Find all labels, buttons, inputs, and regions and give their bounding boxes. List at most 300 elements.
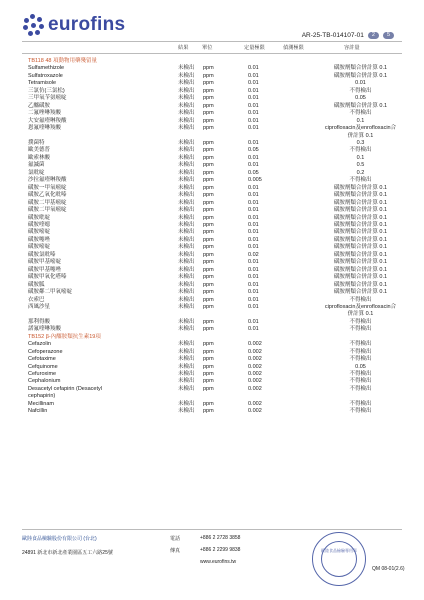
page-current-badge: 2	[368, 32, 379, 39]
result-cell: 未檢出	[178, 169, 195, 176]
table-row	[28, 110, 403, 117]
limit-cell: 磺胺劑類合併計算 0.1	[333, 289, 388, 296]
loq-cell: 0.002	[248, 371, 262, 378]
loq-cell: 0.002	[248, 356, 262, 363]
eurofins-logo-icon	[22, 14, 44, 36]
table-row	[28, 192, 403, 199]
table-row	[28, 125, 403, 132]
analyte-name: 衣索巴	[28, 296, 45, 303]
limit-cell	[318, 393, 403, 400]
footer-fax: +886 2 2299 9838	[200, 547, 241, 553]
loq-cell: 0.005	[248, 177, 262, 184]
table-row	[28, 371, 403, 378]
table-row	[28, 297, 403, 304]
unit-cell: ppm	[203, 154, 214, 161]
table-row	[28, 200, 403, 207]
analyte-name: 歐美德普	[28, 147, 51, 154]
analyte-name: Cefotaxime	[28, 356, 56, 363]
loq-cell: 0.002	[248, 400, 262, 407]
loq-cell: 0.01	[248, 199, 259, 206]
table-row	[28, 341, 403, 348]
limit-cell: 不得檢出	[349, 177, 372, 184]
analyte-name: 磺胺二甲基嘧啶	[28, 199, 67, 206]
result-cell: 未檢出	[178, 281, 195, 288]
unit-cell: ppm	[203, 207, 214, 214]
limit-cell: 0.3	[356, 139, 365, 146]
table-row	[28, 229, 403, 236]
limit-cell: 不得檢出	[349, 296, 372, 303]
table-row	[28, 80, 403, 87]
analyte-name: 三甲氧苄氨嘧啶	[28, 95, 67, 102]
limit-cell: 不得檢出	[349, 318, 372, 325]
loq-cell: 0.002	[248, 408, 262, 415]
analyte-name: 磺胺二甲氧嘧啶	[28, 207, 67, 214]
result-cell: 未檢出	[178, 236, 195, 243]
result-cell: 未檢出	[178, 400, 195, 407]
limit-cell: 磺胺劑類合併計算 0.1	[333, 274, 388, 281]
unit-cell: ppm	[203, 266, 214, 273]
table-row	[28, 65, 403, 72]
unit-cell: ppm	[203, 341, 214, 348]
footer-fax-label: 傳真	[170, 548, 181, 554]
unit-cell: ppm	[203, 251, 214, 258]
footer-tel-label: 電話	[170, 536, 181, 542]
limit-cell: 併計算 0.1	[347, 132, 374, 139]
analyte-name: Desacetyl cefapirin (Desacetyl	[28, 385, 102, 392]
analyte-name: 恩氟喹啉羧酸	[28, 125, 62, 132]
loq-cell: 0.01	[248, 259, 259, 266]
table-row	[28, 147, 403, 154]
loq-cell: 0.002	[248, 341, 262, 348]
footer-address: 24891 新北市新北產業園區五工六路25號	[22, 550, 113, 556]
result-cell: 未檢出	[178, 266, 195, 273]
analyte-name	[28, 311, 178, 318]
loq-cell: 0.01	[248, 184, 259, 191]
limit-cell: 不得檢出	[349, 400, 372, 407]
table-row	[28, 162, 403, 169]
section-header-row	[28, 334, 403, 341]
limit-cell: 磺胺劑類合併計算 0.1	[333, 281, 388, 288]
limit-cell: 0.5	[356, 162, 365, 169]
loq-cell: 0.01	[248, 274, 259, 281]
loq-cell: 0.01	[248, 289, 259, 296]
unit-cell: ppm	[203, 169, 214, 176]
unit-cell: ppm	[203, 199, 214, 206]
limit-cell: 不得檢出	[349, 408, 372, 415]
limit-cell: 磺胺劑類合併計算 0.1	[333, 199, 388, 206]
analyte-name: 磺胺胍	[28, 281, 45, 288]
table-row	[28, 393, 403, 400]
result-cell: 未檢出	[178, 162, 195, 169]
limit-cell: 不得檢出	[349, 385, 372, 392]
result-cell: 未檢出	[178, 117, 195, 124]
result-cell: 未檢出	[178, 87, 195, 94]
table-row	[28, 207, 403, 214]
col-result: 結果	[178, 45, 189, 51]
limit-cell: 0.1	[356, 154, 365, 161]
unit-cell: ppm	[203, 318, 214, 325]
loq-cell: 0.01	[248, 87, 259, 94]
loq-cell: 0.01	[248, 162, 259, 169]
footer-tel: +886 2 2728 3858	[200, 535, 241, 541]
table-row	[28, 304, 403, 311]
analyte-name: Cefquinome	[28, 363, 58, 370]
loq-cell: 0.01	[248, 281, 259, 288]
table-row	[28, 88, 403, 95]
analyte-name: Cefoperazone	[28, 348, 63, 355]
analyte-name: 諾氟喹啉羧酸	[28, 326, 62, 333]
analyte-name: 磺胺氯吡嗪	[28, 251, 56, 258]
table-row	[28, 73, 403, 80]
limit-cell: 不得檢出	[349, 110, 372, 117]
result-cell: 未檢出	[178, 192, 195, 199]
result-cell: 未檢出	[178, 303, 195, 310]
result-cell: 未檢出	[178, 102, 195, 109]
limit-cell: 磺胺劑類合併計算 0.1	[333, 192, 388, 199]
analyte-name: 乙醯磺胺	[28, 102, 51, 109]
unit-cell: ppm	[203, 139, 214, 146]
result-cell: 未檢出	[178, 296, 195, 303]
section-title: TB118 48 項動物用藥殘留量	[28, 58, 97, 64]
result-cell: 未檢出	[178, 356, 195, 363]
limit-cell: 磺胺劑類合併計算 0.1	[333, 266, 388, 273]
analyte-name: Cephalonium	[28, 378, 61, 385]
col-unit: 單位	[202, 45, 213, 51]
result-cell: 未檢出	[178, 408, 195, 415]
analyte-name: 磺胺鄰二甲氧嘧啶	[28, 289, 73, 296]
unit-cell: ppm	[203, 303, 214, 310]
limit-cell: 不得檢出	[349, 348, 372, 355]
result-cell: 未檢出	[178, 326, 195, 333]
result-cell: 未檢出	[178, 259, 195, 266]
result-cell: 未檢出	[178, 110, 195, 117]
analyte-name: 磺胺甲氧化嗒嗪	[28, 274, 67, 281]
unit-cell: ppm	[203, 385, 214, 392]
analyte-name: 西風沙星	[28, 303, 51, 310]
result-cell: 未檢出	[178, 72, 195, 79]
limit-cell: 磺胺劑類合併計算 0.1	[333, 65, 388, 72]
limit-cell: 磺胺劑類合併計算 0.1	[333, 236, 388, 243]
analyte-name: 氯吡啶	[28, 169, 45, 176]
unit-cell: ppm	[203, 72, 214, 79]
limit-cell: ciprofloxacin及enrofloxacin合	[324, 303, 397, 310]
table-row	[28, 364, 403, 371]
report-number-text: AR-25-TB-014107-01	[301, 32, 364, 39]
analyte-name: 沙拉氟喹啉羧酸	[28, 177, 67, 184]
analyte-name	[28, 133, 178, 140]
table-row	[28, 378, 403, 385]
unit-cell: ppm	[203, 110, 214, 117]
loq-cell: 0.01	[248, 95, 259, 102]
limit-cell: 磺胺劑類合併計算 0.1	[333, 214, 388, 221]
loq-cell	[248, 393, 318, 400]
loq-cell: 0.01	[248, 110, 259, 117]
loq-cell: 0.01	[248, 125, 259, 132]
loq-cell	[248, 133, 318, 140]
logo-text: eurofins	[48, 14, 126, 35]
result-cell: 未檢出	[178, 199, 195, 206]
limit-cell: 磺胺劑類合併計算 0.1	[333, 229, 388, 236]
table-row	[28, 289, 403, 296]
report-number	[302, 32, 394, 39]
loq-cell: 0.01	[248, 80, 259, 87]
analyte-name: 磺胺噻唑	[28, 236, 51, 243]
result-cell: 未檢出	[178, 139, 195, 146]
unit-cell: ppm	[203, 356, 214, 363]
loq-cell: 0.01	[248, 102, 259, 109]
limit-cell: 0.2	[356, 169, 365, 176]
analyte-name: 三氯仿(三氯松)	[28, 87, 65, 94]
table-row	[28, 349, 403, 356]
analyte-name: 磺胺吡啶	[28, 214, 51, 221]
analyte-name: Mecillinam	[28, 400, 54, 407]
unit-cell: ppm	[203, 214, 214, 221]
unit-cell: ppm	[203, 244, 214, 251]
analyte-name: 磺胺嘧啶	[28, 244, 51, 251]
analyte-name: Cefazolin	[28, 341, 51, 348]
analyte-name: 磺胺一甲氧嘧啶	[28, 184, 67, 191]
table-row	[28, 311, 403, 318]
result-cell: 未檢出	[178, 341, 195, 348]
loq-cell: 0.02	[248, 251, 259, 258]
result-cell: 未檢出	[178, 147, 195, 154]
loq-cell: 0.002	[248, 385, 262, 392]
unit-cell: ppm	[203, 348, 214, 355]
table-row	[28, 177, 403, 184]
analyte-name: 磺胺甲基嘧啶	[28, 259, 62, 266]
result-cell	[178, 311, 203, 318]
result-cell: 未檢出	[178, 378, 195, 385]
table-row	[28, 401, 403, 408]
result-cell: 未檢出	[178, 274, 195, 281]
result-cell: 未檢出	[178, 95, 195, 102]
unit-cell: ppm	[203, 221, 214, 228]
limit-cell: 磺胺劑類合併計算 0.1	[333, 72, 388, 79]
limit-cell: 0.1	[356, 117, 365, 124]
loq-cell: 0.01	[248, 303, 259, 310]
limit-cell: ciprofloxacin及enrofloxacin合	[324, 125, 397, 132]
unit-cell	[203, 311, 248, 318]
unit-cell: ppm	[203, 363, 214, 370]
table-row	[28, 244, 403, 251]
unit-cell: ppm	[203, 371, 214, 378]
loq-cell: 0.01	[248, 266, 259, 273]
result-cell: 未檢出	[178, 251, 195, 258]
result-cell: 未檢出	[178, 363, 195, 370]
loq-cell: 0.01	[248, 296, 259, 303]
unit-cell: ppm	[203, 125, 214, 132]
unit-cell: ppm	[203, 65, 214, 72]
analyte-name: 磺胺乙氧化吡嗪	[28, 192, 67, 199]
result-cell: 未檢出	[178, 207, 195, 214]
limit-cell: 不得檢出	[349, 147, 372, 154]
result-cell: 未檢出	[178, 80, 195, 87]
unit-cell: ppm	[203, 177, 214, 184]
loq-cell: 0.01	[248, 154, 259, 161]
unit-cell: ppm	[203, 236, 214, 243]
table-row	[28, 215, 403, 222]
unit-cell: ppm	[203, 296, 214, 303]
limit-cell: 併計算 0.1	[347, 311, 374, 318]
company-seal	[312, 532, 366, 586]
result-cell: 未檢出	[178, 177, 195, 184]
analyte-name: 那利得酸	[28, 318, 51, 325]
analyte-name: Nafcillin	[28, 408, 48, 415]
unit-cell: ppm	[203, 281, 214, 288]
table-row	[28, 259, 403, 266]
table-row	[28, 103, 403, 110]
analyte-name: 歐索林酸	[28, 154, 51, 161]
result-cell: 未檢出	[178, 65, 195, 72]
limit-cell: 不得檢出	[349, 87, 372, 94]
footer-divider	[22, 529, 402, 530]
loq-cell: 0.01	[248, 192, 259, 199]
unit-cell: ppm	[203, 184, 214, 191]
loq-cell: 0.01	[248, 72, 259, 79]
limit-cell: 磺胺劑類合併計算 0.1	[333, 221, 388, 228]
result-cell: 未檢出	[178, 289, 195, 296]
unit-cell: ppm	[203, 259, 214, 266]
loq-cell: 0.01	[248, 139, 259, 146]
result-cell: 未檢出	[178, 214, 195, 221]
results-table	[28, 58, 403, 416]
result-cell: 未檢出	[178, 154, 195, 161]
unit-cell: ppm	[203, 117, 214, 124]
table-row	[28, 95, 403, 102]
loq-cell	[248, 311, 318, 318]
loq-cell: 0.01	[248, 236, 259, 243]
col-method: 偵測極限	[283, 45, 304, 51]
table-row	[28, 319, 403, 326]
limit-cell: 0.01	[355, 80, 366, 87]
col-limit: 容許量	[344, 45, 360, 51]
result-cell: 未檢出	[178, 371, 195, 378]
loq-cell: 0.01	[248, 117, 259, 124]
result-cell: 未檢出	[178, 348, 195, 355]
analyte-name: 撲菌特	[28, 139, 45, 146]
loq-cell: 0.002	[248, 378, 262, 385]
loq-cell: 0.01	[248, 207, 259, 214]
result-cell: 未檢出	[178, 184, 195, 191]
unit-cell: ppm	[203, 192, 214, 199]
analyte-name: 大安氟喹啉羧酸	[28, 117, 67, 124]
result-cell: 未檢出	[178, 385, 195, 392]
column-divider	[22, 53, 402, 54]
table-row	[28, 274, 403, 281]
table-row	[28, 155, 403, 162]
result-cell: 未檢出	[178, 244, 195, 251]
result-cell: 未檢出	[178, 221, 195, 228]
limit-cell: 磺胺劑類合併計算 0.1	[333, 244, 388, 251]
analyte-name: Cefuroxime	[28, 371, 57, 378]
table-row	[28, 282, 403, 289]
limit-cell: 0.05	[355, 363, 366, 370]
loq-cell: 0.01	[248, 326, 259, 333]
loq-cell: 0.01	[248, 244, 259, 251]
col-loq: 定量極限	[244, 45, 265, 51]
limit-cell: 不得檢出	[349, 356, 372, 363]
unit-cell: ppm	[203, 408, 214, 415]
loq-cell: 0.002	[248, 363, 262, 370]
analyte-name: cephapirin)	[28, 393, 56, 400]
table-row	[28, 408, 403, 415]
table-row	[28, 140, 403, 147]
analyte-name: Tetramisole	[28, 80, 57, 87]
analyte-name: Sulfamethizole	[28, 65, 65, 72]
form-number: QM 08-01(2.6)	[372, 566, 405, 572]
loq-cell: 0.05	[248, 169, 259, 176]
analyte-name: 磺胺甲基噻唑	[28, 266, 62, 273]
unit-cell: ppm	[203, 147, 214, 154]
unit-cell: ppm	[203, 229, 214, 236]
limit-cell: 磺胺劑類合併計算 0.1	[333, 259, 388, 266]
table-row	[28, 356, 403, 363]
limit-cell: 磺胺劑類合併計算 0.1	[333, 207, 388, 214]
result-cell: 未檢出	[178, 318, 195, 325]
limit-cell: 磺胺劑類合併計算 0.1	[333, 102, 388, 109]
footer-web[interactable]: www.eurofins.tw	[200, 559, 237, 565]
limit-cell: 磺胺劑類合併計算 0.1	[333, 251, 388, 258]
footer-company: 歐陸食品檢驗股份有限公司 (台北)	[22, 536, 97, 542]
page-total-badge: 5	[383, 32, 394, 39]
section-title: TB152 β-內醯胺類抗生素19項	[28, 333, 101, 340]
limit-cell: 不得檢出	[349, 341, 372, 348]
loq-cell: 0.01	[248, 221, 259, 228]
table-row	[28, 118, 403, 125]
eurofins-logo	[22, 14, 125, 36]
limit-cell: 磺胺劑類合併計算 0.1	[333, 184, 388, 191]
analyte-name: 氟滅菌	[28, 162, 45, 169]
unit-cell	[203, 393, 248, 400]
unit-cell: ppm	[203, 289, 214, 296]
table-row	[28, 326, 403, 333]
unit-cell: ppm	[203, 326, 214, 333]
unit-cell: ppm	[203, 378, 214, 385]
table-row	[28, 133, 403, 140]
limit-cell: 不得檢出	[349, 378, 372, 385]
unit-cell: ppm	[203, 162, 214, 169]
loq-cell: 0.01	[248, 229, 259, 236]
table-row	[28, 170, 403, 177]
unit-cell: ppm	[203, 95, 214, 102]
header-divider	[22, 41, 402, 42]
unit-cell: ppm	[203, 80, 214, 87]
unit-cell: ppm	[203, 87, 214, 94]
loq-cell: 0.002	[248, 348, 262, 355]
unit-cell: ppm	[203, 400, 214, 407]
limit-cell: 不得檢出	[349, 326, 372, 333]
loq-cell: 0.05	[248, 147, 259, 154]
result-cell	[178, 393, 203, 400]
loq-cell: 0.01	[248, 65, 259, 72]
analyte-name: 二氟唑啉羧酸	[28, 110, 62, 117]
limit-cell: 0.05	[355, 95, 366, 102]
loq-cell: 0.01	[248, 214, 259, 221]
unit-cell: ppm	[203, 274, 214, 281]
table-row	[28, 386, 403, 393]
unit-cell: ppm	[203, 102, 214, 109]
loq-cell: 0.01	[248, 318, 259, 325]
result-cell: 未檢出	[178, 229, 195, 236]
limit-cell: 不得檢出	[349, 371, 372, 378]
company-seal-text: 歐陸食品檢驗專用章	[321, 548, 357, 553]
result-cell	[178, 133, 203, 140]
analyte-name: 磺胺喹噁	[28, 221, 51, 228]
result-cell: 未檢出	[178, 125, 195, 132]
analyte-name: 磺胺嘧啶	[28, 229, 51, 236]
unit-cell	[203, 133, 248, 140]
analyte-name: Sulfatroxazole	[28, 72, 63, 79]
